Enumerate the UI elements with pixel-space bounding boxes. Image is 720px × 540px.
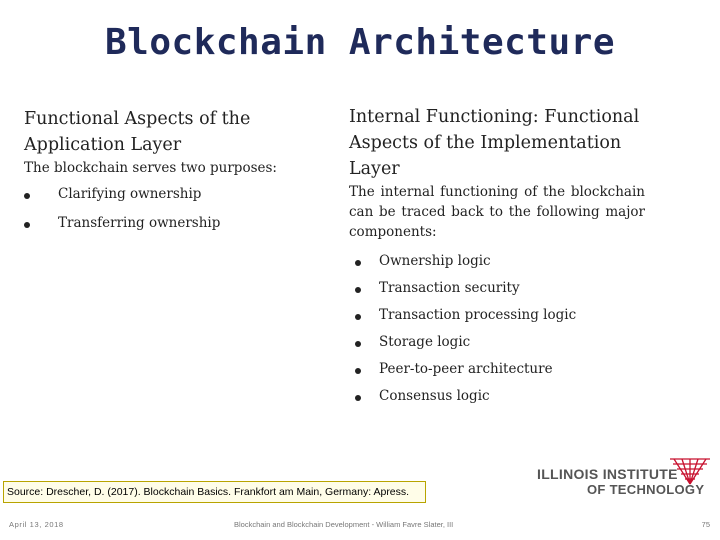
right-heading <box>349 104 669 182</box>
bullet-icon <box>355 368 361 374</box>
left-heading-line-1: Functional Aspects of the <box>24 109 251 129</box>
list-item <box>349 332 669 359</box>
slide-title: Blockchain Architecture <box>105 22 615 63</box>
list-item <box>349 251 669 278</box>
bullet-icon <box>355 341 361 347</box>
list-item <box>24 184 324 213</box>
bullet-icon <box>355 314 361 320</box>
iit-logo <box>536 453 712 499</box>
left-column <box>24 106 324 242</box>
list-item <box>349 305 669 332</box>
right-heading-line-3: Layer <box>349 159 400 179</box>
bullet-icon <box>355 395 361 401</box>
right-intro: The internal functioning of the blockchain can be traced back to the following major components: <box>349 184 645 240</box>
list-item <box>24 213 324 242</box>
right-column <box>349 104 669 413</box>
logo-text-line-2: OF TECHNOLOGY <box>587 482 705 497</box>
bullet-text: Peer-to-peer architecture <box>379 361 553 377</box>
left-bullet-list <box>24 184 324 242</box>
bullet-icon <box>24 222 30 228</box>
footer-presentation-title: Blockchain and Blockchain Development - William Favre Slater, III <box>234 520 454 529</box>
bullet-text: Clarifying ownership <box>58 186 202 202</box>
bullet-text: Storage logic <box>379 334 471 350</box>
bullet-icon <box>24 193 30 199</box>
bullet-text: Transaction security <box>379 280 520 296</box>
bullet-text: Consensus logic <box>379 388 490 404</box>
right-heading-line-1: Internal Functioning: Functional <box>349 107 640 127</box>
bullet-text: Transferring ownership <box>58 215 221 231</box>
slide-number: 75 <box>701 520 710 529</box>
right-bullet-list <box>349 251 669 413</box>
bullet-icon <box>355 260 361 266</box>
footer-date: April 13, 2018 <box>9 520 64 529</box>
list-item <box>349 359 669 386</box>
left-intro: The blockchain serves two purposes: <box>24 160 277 176</box>
right-heading-line-2: Aspects of the Implementation <box>349 133 622 153</box>
bullet-text: Ownership logic <box>379 253 491 269</box>
left-heading <box>24 106 324 158</box>
bullet-text: Transaction processing logic <box>379 307 577 323</box>
list-item <box>349 278 669 305</box>
bullet-icon <box>355 287 361 293</box>
list-item <box>349 386 669 413</box>
left-heading-line-2: Application Layer <box>24 135 182 155</box>
logo-text-line-1: ILLINOIS INSTITUTE <box>537 466 678 482</box>
source-citation: Source: Drescher, D. (2017). Blockchain Basics. Frankfort am Main, Germany: Apress. <box>3 481 426 503</box>
